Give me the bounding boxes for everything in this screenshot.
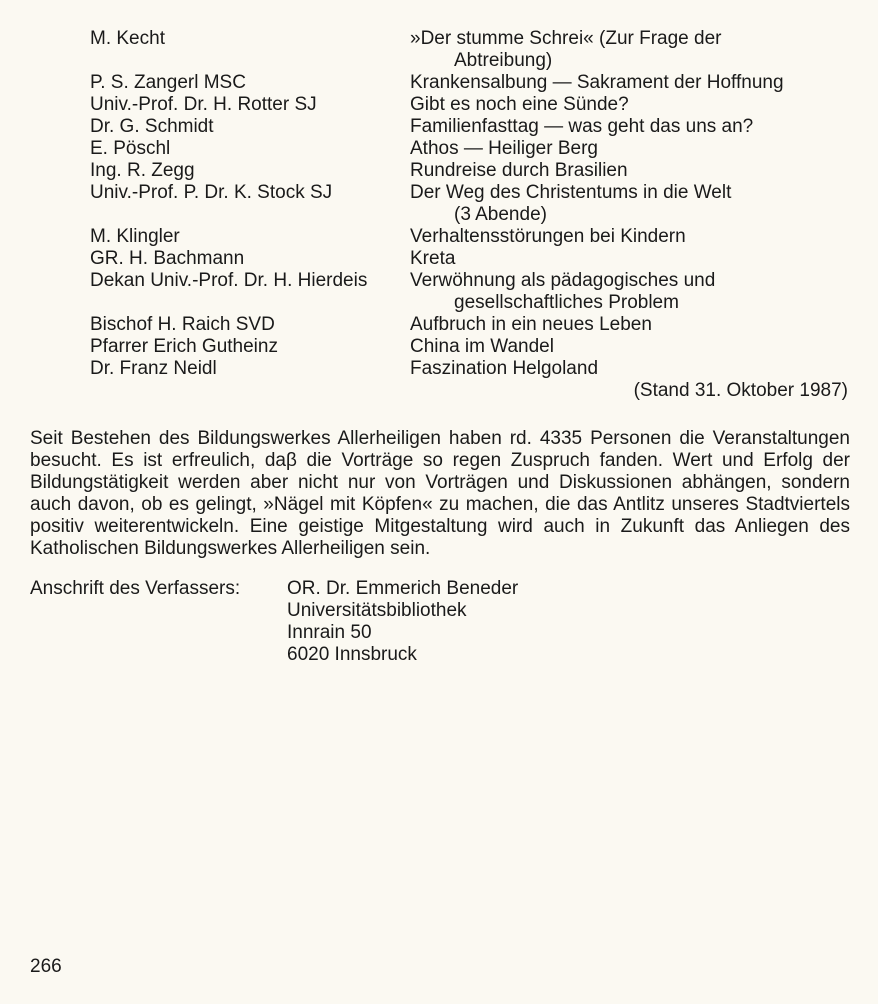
lecture-topic-line: Verhaltensstörungen bei Kindern	[410, 226, 686, 247]
lecture-topic	[410, 358, 850, 380]
lecture-topic-line: Rundreise durch Brasilien	[410, 160, 628, 181]
lecture-row	[90, 182, 850, 226]
lecture-row	[90, 248, 850, 270]
lecture-topic-line: (3 Abende)	[454, 204, 547, 225]
lecture-topic	[410, 270, 850, 314]
lecture-topic	[410, 94, 850, 116]
lecture-topic-line: »Der stumme Schrei« (Zur Frage der	[410, 28, 722, 49]
lecture-topic-line: China im Wandel	[410, 336, 554, 357]
lecture-topic	[410, 160, 850, 182]
lecture-row	[90, 270, 850, 314]
lecture-topic-line: gesellschaftliches Problem	[454, 292, 679, 313]
lecture-topic	[410, 182, 850, 226]
lecture-speaker: Pfarrer Erich Gutheinz	[90, 336, 278, 357]
lecture-speaker: Dr. Franz Neidl	[90, 358, 217, 379]
lecture-topic-line: Familienfasttag — was geht das uns an?	[410, 116, 754, 137]
lecture-topic-line: Faszination Helgoland	[410, 358, 599, 379]
lecture-row	[90, 314, 850, 336]
lecture-topic	[410, 72, 850, 94]
lecture-topic-line: Krankensalbung — Sakrament der Hoffnung	[410, 72, 784, 93]
summary-paragraph: Seit Bestehen des Bildungswerkes Allerheiligen haben rd. 4335 Personen die Veranstaltungen besucht. Es ist erfreulich, daβ die Vorträge so regen Zuspruch fanden. Wert und Erfolg der Bildungstätigkeit werden aber nicht nur von Vorträgen und Diskussionen abhängen, sondern auch davon, ob es gelingt, »Nägel mit Köpfen« zu machen, die das Antlitz unseres Stadtviertels positiv weiterentwickeln. Eine geistige Mitgestaltung wird auch in Zukunft das Anliegen des Katholischen Bildungswerkes Allerheiligen sein.	[30, 428, 850, 559]
lecture-table	[90, 28, 850, 402]
lecture-speaker: Univ.-Prof. P. Dr. K. Stock SJ	[90, 182, 333, 203]
lecture-topic-line: Gibt es noch eine Sünde?	[410, 94, 629, 115]
address-line: Innrain 50	[287, 622, 372, 643]
address-lines	[287, 578, 518, 666]
lecture-speaker: Univ.-Prof. Dr. H. Rotter SJ	[90, 94, 317, 115]
lecture-speaker: Ing. R. Zegg	[90, 160, 195, 181]
lecture-speaker: E. Pöschl	[90, 138, 171, 159]
lecture-row	[90, 28, 850, 72]
lecture-row	[90, 358, 850, 380]
lecture-topic	[410, 138, 850, 160]
lecture-row	[90, 116, 850, 138]
lecture-topic-line: Der Weg des Christentums in die Welt	[410, 182, 732, 203]
address-line: 6020 Innsbruck	[287, 644, 417, 665]
lecture-speaker: M. Klingler	[90, 226, 180, 247]
lecture-topic-line: Athos — Heiliger Berg	[410, 138, 598, 159]
lecture-topic	[410, 28, 850, 72]
lecture-topic-line: Kreta	[410, 248, 456, 269]
lecture-speaker: Dekan Univ.-Prof. Dr. H. Hierdeis	[90, 270, 368, 291]
address-line: Universitätsbibliothek	[287, 600, 467, 621]
lecture-topic	[410, 248, 850, 270]
lecture-topic	[410, 116, 850, 138]
address-label: Anschrift des Verfassers:	[30, 578, 241, 599]
lecture-row	[90, 72, 850, 94]
lecture-row	[90, 94, 850, 116]
lecture-speaker: GR. H. Bachmann	[90, 248, 245, 269]
lecture-speaker: Bischof H. Raich SVD	[90, 314, 275, 335]
lecture-topic-line: Abtreibung)	[454, 50, 553, 71]
address-line: OR. Dr. Emmerich Beneder	[287, 578, 519, 599]
page-number: 266	[30, 956, 62, 977]
lecture-row	[90, 226, 850, 248]
lecture-topic	[410, 314, 850, 336]
lecture-list	[90, 28, 850, 380]
lecture-topic-line: Aufbruch in ein neues Leben	[410, 314, 652, 335]
status-date: (Stand 31. Oktober 1987)	[633, 380, 848, 401]
author-address	[30, 578, 518, 666]
lecture-speaker: Dr. G. Schmidt	[90, 116, 214, 137]
lecture-topic	[410, 226, 850, 248]
lecture-speaker: P. S. Zangerl MSC	[90, 72, 246, 93]
lecture-row	[90, 138, 850, 160]
lecture-speaker: M. Kecht	[90, 28, 165, 49]
lecture-row	[90, 160, 850, 182]
lecture-topic-line: Verwöhnung als pädagogisches und	[410, 270, 716, 291]
lecture-row	[90, 336, 850, 358]
lecture-topic	[410, 336, 850, 358]
